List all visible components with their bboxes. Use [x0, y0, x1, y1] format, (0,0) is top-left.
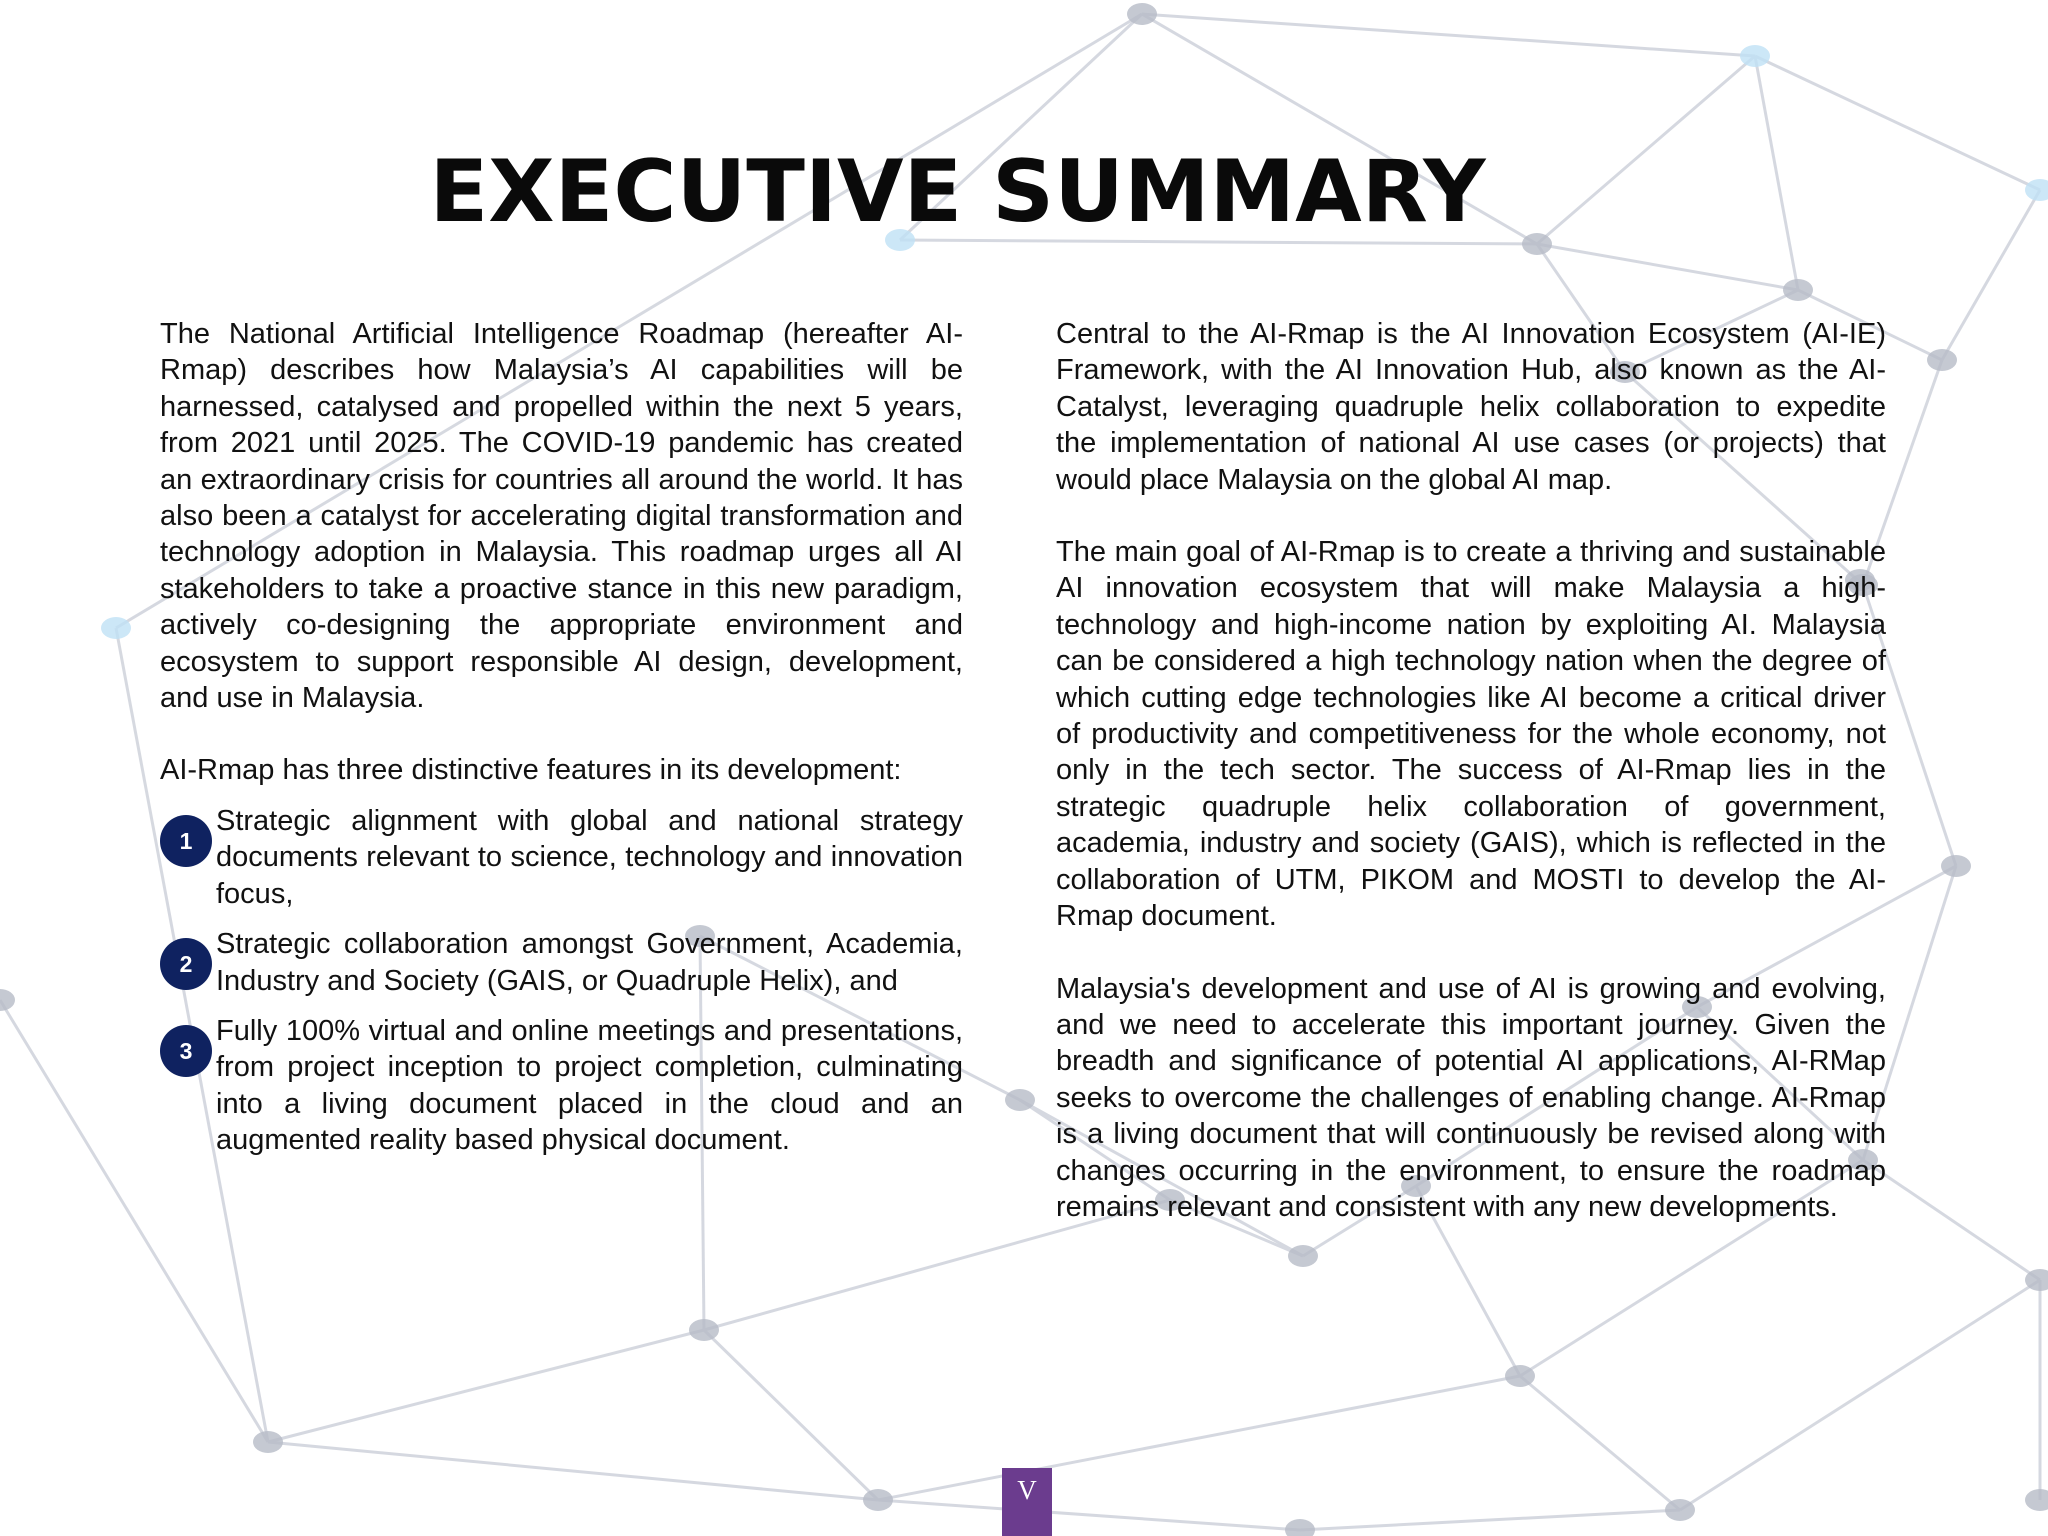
network-node	[1665, 1499, 1695, 1521]
features-list	[160, 803, 963, 1159]
left-column	[160, 316, 963, 1173]
network-node	[1127, 3, 1157, 25]
network-node	[253, 1431, 283, 1453]
network-node	[863, 1489, 893, 1511]
network-node	[1505, 1365, 1535, 1387]
page-title: EXECUTIVE SUMMARY	[429, 142, 1486, 242]
network-line	[878, 1500, 1300, 1530]
network-line	[704, 1330, 878, 1500]
network-line	[1680, 1280, 2040, 1510]
network-line	[878, 1376, 1520, 1500]
body-paragraph: The main goal of AI-Rmap is to create a thriving and sustainable AI innovation ecosystem that will make Malaysia a high-technology and high-income nation by exploiting AI. Malaysia can be considered a high technology nation when the degree of which cutting edge technologies like AI become a critical driver of productivity and competitiveness for the whole economy, not only in the tech sector. The success of AI-Rmap lies in the strategic quadruple helix collaboration of government, academia, industry and society (GAIS), which is reflected in the collaboration of UTM, PIKOM and MOSTI to develop the AI-Rmap document.	[1056, 536, 1886, 933]
features-intro: AI-Rmap has three distinctive features in its development:	[160, 754, 902, 787]
number-badge: 3	[160, 1025, 212, 1077]
network-node	[689, 1319, 719, 1341]
network-line	[1537, 244, 1798, 290]
network-node	[1005, 1089, 1035, 1111]
network-line	[268, 1442, 878, 1500]
network-node	[101, 617, 131, 639]
feature-text: Strategic collaboration amongst Government, Academia, Industry and Society (GAIS, or Quadruple Helix), and	[216, 928, 963, 997]
list-item	[160, 1013, 963, 1159]
network-node	[0, 989, 15, 1011]
network-node	[1941, 855, 1971, 877]
network-node	[2025, 179, 2048, 201]
network-node	[2025, 1489, 2048, 1511]
feature-text: Fully 100% virtual and online meetings and presentations, from project inception to project completion, culminating into a living document placed in the cloud and an augmented reality based physical document.	[216, 1014, 963, 1157]
body-paragraph: Central to the AI-Rmap is the AI Innovation Ecosystem (AI-IE) Framework, with the AI Innovation Hub, also known as the AI-Catalyst, leveraging quadruple helix collaboration to expedite the implementation of national AI use cases (or projects) that would place Malaysia on the global AI map.	[1056, 318, 1886, 496]
network-line	[1863, 1160, 2040, 1280]
number-badge: 2	[160, 938, 212, 990]
network-node	[1740, 45, 1770, 67]
feature-text: Strategic alignment with global and national strategy documents relevant to science, technology and innovation focus,	[216, 804, 963, 910]
list-item	[160, 803, 963, 912]
network-line	[1142, 14, 1755, 56]
right-column	[1056, 316, 1886, 1225]
intro-paragraph: The National Artificial Intelligence Roadmap (hereafter AI-Rmap) describes how Malaysia’s AI capabilities will be harnessed, catalysed and propelled within the next 5 years, from 2021 until 2025. The COVID-19 pandemic has created an extraordinary crisis for countries all around the world. It has also been a catalyst for accelerating digital transformation and technology adoption in Malaysia. This roadmap urges all AI stakeholders to take a proactive stance in this new paradigm, actively co-designing the appropriate environment and ecosystem to support responsible AI design, development, and use in Malaysia.	[160, 318, 963, 715]
network-node	[1927, 349, 1957, 371]
network-line	[268, 1330, 704, 1442]
body-paragraph: Malaysia's development and use of AI is growing and evolving, and we need to accelerate this important journey. Given the breadth and significance of potential AI applications, AI-RMap seeks to overcome the challenges of enabling change. AI-Rmap is a living document that will continuously be revised along with changes occurring in the environment, to ensure the roadmap remains relevant and consistent with any new developments.	[1056, 972, 1886, 1223]
network-line	[1300, 1510, 1680, 1530]
list-item	[160, 926, 963, 999]
network-line	[1520, 1376, 1680, 1510]
page-number-tab: V	[1002, 1468, 1052, 1536]
network-node	[1285, 1519, 1315, 1536]
number-badge: 1	[160, 815, 212, 867]
network-line	[1942, 190, 2040, 360]
network-node	[1288, 1245, 1318, 1267]
network-node	[1783, 279, 1813, 301]
